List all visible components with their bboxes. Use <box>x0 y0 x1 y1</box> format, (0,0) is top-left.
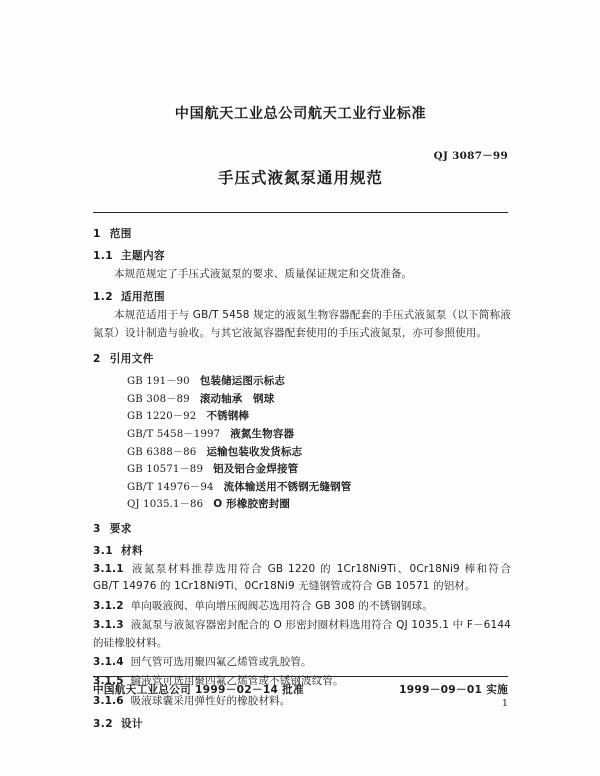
section-heading-references <box>93 351 511 366</box>
issuing-authority-line: 中国航天工业总公司航天工业行业标准 <box>174 106 427 122</box>
paragraph-subject: 本规范规定了手压式液氮泵的要求、质量保证规定和交货准备。 <box>114 268 413 280</box>
list-item <box>93 426 511 444</box>
reference-code: GB/T 5458－1997 <box>127 429 221 440</box>
reference-code: GB 6388－86 <box>127 446 197 458</box>
section-label-1-2: 适用范围 <box>120 291 165 304</box>
clause-number: 3.1.5 <box>93 675 124 688</box>
section-number-1: 1 <box>93 228 101 240</box>
clause-number: 3.1.6 <box>93 694 124 707</box>
reference-name: O 形橡胶密封圈 <box>213 498 291 511</box>
section-heading-application <box>93 289 511 304</box>
document-body <box>93 226 511 734</box>
paragraph-application: 本规范适用于与 GB/T 5458 规定的液氮生物容器配套的手压式液氮泵（以下简称液氮泵）设计制造与验收。与其它液氮容器配套使用的手压式液氮泵，亦可参照使用。 <box>93 309 511 339</box>
document-footer <box>93 682 508 697</box>
clause-number: 3.1.1 <box>93 562 124 575</box>
reference-code: QJ 1035.1－86 <box>127 499 204 511</box>
list-item <box>93 479 511 497</box>
section-heading-subject <box>93 248 511 263</box>
reference-code: GB 10571－89 <box>127 464 204 476</box>
implementation-statement: 1999－09－01 实施 <box>399 684 508 696</box>
clause-number: 3.1.4 <box>93 656 124 668</box>
section-label-3-2: 设计 <box>120 718 143 731</box>
clause-number: 3.1.2 <box>93 599 124 612</box>
reference-code: GB/T 14976－94 <box>127 481 214 493</box>
clause-3-1-4 <box>93 654 511 671</box>
reference-name: 液氮生物容器 <box>230 428 295 440</box>
list-item <box>93 496 511 514</box>
clause-3-1-2 <box>93 598 511 615</box>
list-item <box>93 408 511 426</box>
clause-3-1-1 <box>93 561 511 596</box>
section-heading-materials <box>93 543 511 558</box>
list-item <box>93 391 511 409</box>
reference-name: 不锈钢棒 <box>206 410 250 423</box>
section-heading-requirements <box>93 521 511 536</box>
approval-statement: 中国航天工业总公司 1999－02－14 批准 <box>93 684 304 696</box>
reference-name: 流体输送用不锈钢无缝钢管 <box>223 480 352 493</box>
reference-code: GB 191－90 <box>127 376 190 388</box>
reference-document-list <box>93 373 511 514</box>
section-heading-design <box>93 716 511 731</box>
reference-name: 运输包装收发货标志 <box>206 445 303 458</box>
section-number-1-1: 1.1 <box>93 250 113 262</box>
clause-text: 液氮泵与液氮容器密封配合的 O 形密封圈材料选用符合 QJ 1035.1 中 F－6144 的硅橡胶材料。 <box>93 619 511 649</box>
section-label-3: 要求 <box>109 522 132 535</box>
document-title: 手压式液氮泵通用规范 <box>218 169 383 187</box>
section-label-1-1: 主题内容 <box>120 250 165 262</box>
section-label-1: 范围 <box>109 228 132 240</box>
footer-divider-rule <box>93 676 508 677</box>
clause-3-1-3 <box>93 617 511 652</box>
clause-number: 3.1.3 <box>93 619 124 632</box>
reference-name: 铝及铝合金焊接管 <box>213 463 299 476</box>
clause-text: 液氮泵材料推荐选用符合 GB 1220 的 1Cr18Ni9Ti、0Cr18Ni9 棒和符合 GB/T 14976 的 1Cr18Ni9Ti、0Cr18Ni9 无缝钢管或符合 GB 10571 的铝材。 <box>93 562 511 593</box>
section-label-2: 引用文件 <box>109 353 154 366</box>
reference-code: GB 1220－92 <box>127 411 197 423</box>
reference-name: 包装储运图示标志 <box>199 375 286 388</box>
section-number-3-2: 3.2 <box>93 718 113 731</box>
list-item <box>93 373 511 391</box>
reference-name: 滚动轴承 钢球 <box>199 392 275 405</box>
section-heading-scope <box>93 226 511 241</box>
clause-text: 输液管可选用聚四氟乙烯管或不锈钢波纹管。 <box>130 675 344 688</box>
reference-code: GB 308－89 <box>127 393 190 405</box>
document-header <box>93 104 508 188</box>
standard-number: QJ 3087－99 <box>433 150 508 162</box>
section-number-3-1: 3.1 <box>93 544 113 557</box>
clause-text: 回气管可选用聚四氟乙烯管或乳胶管。 <box>130 656 312 668</box>
section-label-3-1: 材料 <box>120 544 143 557</box>
page-number: 1 <box>501 698 508 709</box>
section-number-1-2: 1.2 <box>93 291 113 304</box>
section-number-3: 3 <box>93 522 101 535</box>
clause-text: 吸液球囊采用弹性好的橡胶材料。 <box>130 694 291 707</box>
clause-text: 单向吸液阀、单向增压阀阀芯选用符合 GB 308 的不锈钢钢球。 <box>130 599 433 612</box>
section-number-2: 2 <box>93 353 101 366</box>
list-item <box>93 444 511 462</box>
header-divider-rule <box>93 212 508 213</box>
list-item <box>93 461 511 479</box>
